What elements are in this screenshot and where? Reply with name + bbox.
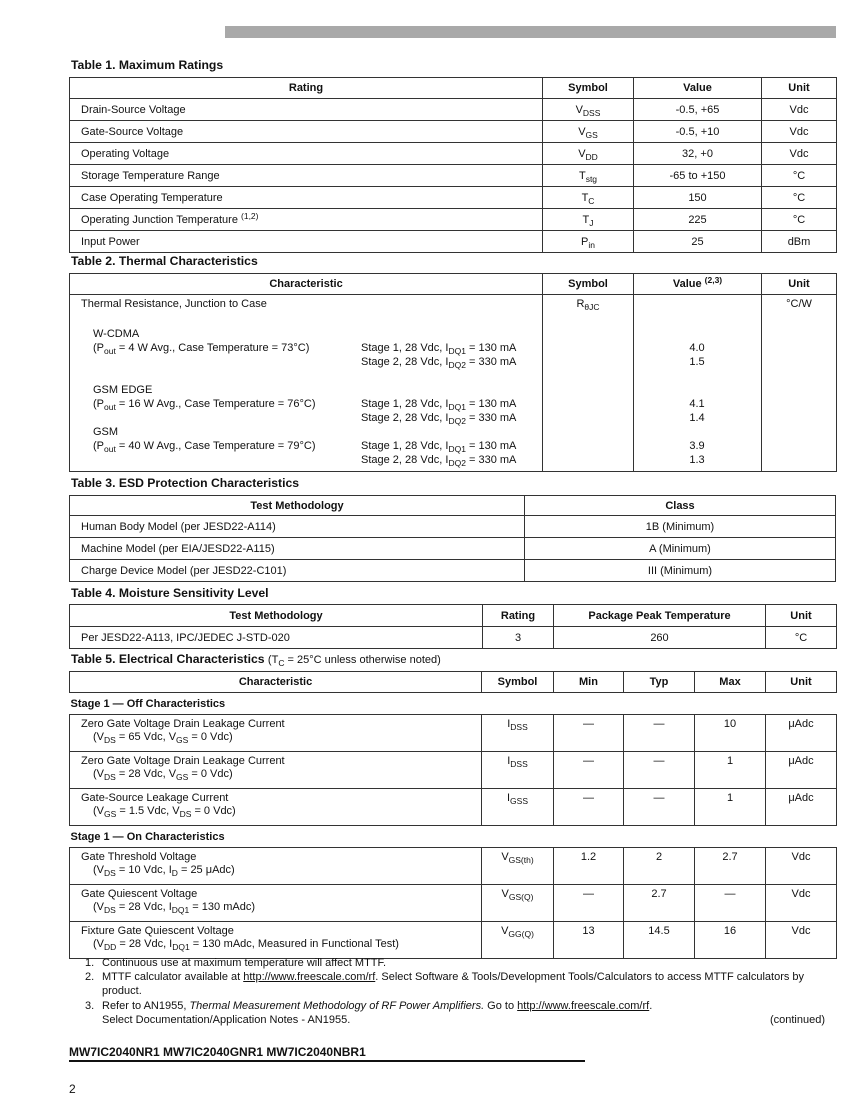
footnotes [85,956,825,1027]
col-header-symbol: Symbol [482,672,554,693]
rating-cell: 3 [483,627,554,649]
characteristic-cell: Gate-Source Leakage Current ($V_{GS} = 1.5$ Vdc, $V_{DS} = 0$ Vdc) [70,789,482,826]
max-cell: 10 [695,715,766,752]
stage-2-condition: Stage 2, 28 Vdc, $I_{DQ2} = 330$ mA [361,412,517,426]
col-header-characteristic: Characteristic [70,672,482,693]
class-cell: III (Minimum) [525,560,836,582]
unit-cell: °C [762,187,837,209]
table-row [70,231,837,253]
col-header-characteristic: Characteristic [70,274,543,295]
unit-cell: μAdc [766,789,837,826]
header-bar [225,26,836,38]
table-row [70,789,837,826]
thermal-stages-gsm [361,439,516,467]
table-row [70,209,837,231]
col-header-symbol: Symbol [543,78,634,99]
unit-cell: Vdc [766,848,837,885]
continued-label: (continued) [769,1013,825,1026]
footnote-1: 1. Continuous use at maximum temperature will affect MTTF. [85,957,387,969]
table-row [70,560,836,582]
max-cell: 16 [695,922,766,959]
symbol-cell: $I_{GSS}$ [482,789,554,826]
moisture-sensitivity-table [69,604,837,649]
value-stage-1: 3.9 [689,440,705,452]
max-cell: — [695,885,766,922]
value-stage-2: 1.3 [689,454,705,466]
rating-cell: Storage Temperature Range [70,165,543,187]
characteristic-cell: Fixture Gate Quiescent Voltage ($V_{DD} = 28$ Vdc, $I_{DQ1} = 130$ mAdc, Measured in Functional Test) [70,922,482,959]
min-cell: — [554,789,624,826]
freescale-rf-link[interactable]: http://www.freescale.com/rf [517,999,650,1012]
unit-cell: Vdc [762,99,837,121]
thermal-stages-gsm-edge [361,397,516,425]
value-cell: -0.5, +65 [634,99,762,121]
value-stage-1: 4.1 [689,398,705,410]
min-cell: 13 [554,922,624,959]
unit-cell: Vdc [762,121,837,143]
symbol-cell: $P_{in}$ [543,231,634,253]
stage-1-condition: Stage 1, 28 Vdc, $I_{DQ1} = 130$ mA [361,342,517,356]
table-row [70,99,837,121]
section-row [70,826,837,848]
table-5-title: Table 5. Electrical Characteristics ($T_C = 25^\circ C$ unless otherwise noted) [71,652,441,668]
electrical-characteristics-table [69,671,837,959]
stage-1-condition: Stage 1, 28 Vdc, $I_{DQ1} = 130$ mA [361,440,517,454]
maximum-ratings-table [69,77,837,253]
stage-2-condition: Stage 2, 28 Vdc, $I_{DQ2} = 330$ mA [361,356,517,370]
thermal-resistance-label: Thermal Resistance, Junction to Case [81,298,267,310]
thermal-values-wcdma [633,341,761,369]
value-cell: -0.5, +10 [634,121,762,143]
table-5-subtitle: ($T_C = 25^\circ C$ unless otherwise noted) [267,654,441,668]
symbol-cell: $R_{\theta JC}$ [543,295,634,472]
col-header-unit: Unit [766,605,837,627]
table-2-title: Table 2. Thermal Characteristics [71,254,258,268]
table-4-title: Table 4. Moisture Sensitivity Level [71,586,269,600]
characteristic-cell: Zero Gate Voltage Drain Leakage Current ($V_{DS} = 28$ Vdc, $V_{GS} = 0$ Vdc) [70,752,482,789]
table-row [70,715,837,752]
rating-cell: Gate-Source Voltage [70,121,543,143]
thermal-values-gsm [633,439,761,467]
typ-cell: 2.7 [624,885,695,922]
value-stage-2: 1.4 [689,412,705,424]
group-condition: ($P_{out} = 16$ W Avg., Case Temperature = 76°C) [93,398,316,412]
min-cell: 1.2 [554,848,624,885]
symbol-cell: $V_{GS(Q)}$ [482,885,554,922]
unit-cell: °C [766,627,837,649]
table-row [70,848,837,885]
table-row [70,627,837,649]
typ-cell: 2 [624,848,695,885]
col-header-test-methodology: Test Methodology [70,496,525,516]
symbol-cell: $V_{GG(Q)}$ [482,922,554,959]
temperature-cell: 260 [554,627,766,649]
symbol-cell: $V_{GS(th)}$ [482,848,554,885]
footnote-3: 3. Refer to AN1955, Thermal Measurement Methodology of RF Power Amplifiers. Go to http://www.freescale.com/rf. [85,999,653,1012]
col-header-unit: Unit [762,274,837,295]
section-off-characteristics: Stage 1 — Off Characteristics [70,693,837,715]
group-name: W-CDMA [93,328,140,340]
method-cell: Machine Model (per EIA/JESD22-A115) [70,538,525,560]
unit-cell: Vdc [762,143,837,165]
unit-cell: °C [762,165,837,187]
col-header-class: Class [525,496,836,516]
class-cell: A (Minimum) [525,538,836,560]
symbol-cell: $I_{DSS}$ [482,752,554,789]
value-cell: 150 [634,187,762,209]
unit-cell: Vdc [766,922,837,959]
symbol-cell: $V_{DSS}$ [543,99,634,121]
thermal-stages-wcdma [361,341,516,369]
page-number: 2 [69,1082,76,1096]
thermal-values-gsm-edge [633,397,761,425]
stage-1-condition: Stage 1, 28 Vdc, $I_{DQ1} = 130$ mA [361,398,517,412]
typ-cell: — [624,752,695,789]
value-cell: 25 [634,231,762,253]
symbol-cell: $V_{DD}$ [543,143,634,165]
group-condition: ($P_{out} = 4$ W Avg., Case Temperature = 73°C) [93,342,310,356]
stage-2-condition: Stage 2, 28 Vdc, $I_{DQ2} = 330$ mA [361,454,517,468]
typ-cell: 14.5 [624,922,695,959]
section-on-characteristics: Stage 1 — On Characteristics [70,826,837,848]
class-cell: 1B (Minimum) [525,516,836,538]
col-header-rating: Rating [70,78,543,99]
group-name: GSM EDGE [93,384,153,396]
footer-rule [69,1060,585,1062]
footnote-2: 2. MTTF calculator available at http://www.freescale.com/rf. Select Software & Tools/Development Tools/Calculators to access MTTF calculators by product. [85,971,805,998]
thermal-group-gsm-edge [93,383,315,411]
method-cell: Human Body Model (per JESD22-A114) [70,516,525,538]
rating-cell: Case Operating Temperature [70,187,543,209]
table-row [70,752,837,789]
group-condition: ($P_{out} = 40$ W Avg., Case Temperature = 79°C) [93,440,316,454]
typ-cell: — [624,789,695,826]
characteristic-cell: Zero Gate Voltage Drain Leakage Current ($V_{DS} = 65$ Vdc, $V_{GS} = 0$ Vdc) [70,715,482,752]
part-numbers: MW7IC2040NR1 MW7IC2040GNR1 MW7IC2040NBR1 [69,1045,366,1059]
col-header-max: Max [695,672,766,693]
value-cell: -65 to +150 [634,165,762,187]
rating-cell: Drain-Source Voltage [70,99,543,121]
col-header-min: Min [554,672,624,693]
max-cell: 2.7 [695,848,766,885]
unit-cell: dBm [762,231,837,253]
table-3-title: Table 3. ESD Protection Characteristics [71,476,300,490]
max-cell: 1 [695,752,766,789]
rating-cell: Input Power [70,231,543,253]
col-header-value: Value $^{(2,3)}$ [634,274,762,295]
method-cell: Per JESD22-A113, IPC/JEDEC J-STD-020 [70,627,483,649]
rating-cell: Operating Junction Temperature $^{(1,2)}$ [70,209,543,231]
table-row [70,538,836,560]
symbol-cell: $T_{stg}$ [543,165,634,187]
value-cell: 32, +0 [634,143,762,165]
symbol-cell: $I_{DSS}$ [482,715,554,752]
col-header-unit: Unit [762,78,837,99]
symbol-cell: $T_J$ [543,209,634,231]
table-row [70,922,837,959]
col-header-rating: Rating [483,605,554,627]
min-cell: — [554,885,624,922]
col-header-typ: Typ [624,672,695,693]
min-cell: — [554,715,624,752]
col-header-symbol: Symbol [543,274,634,295]
footnote-3-line-2: Select Documentation/Application Notes - AN1955. (continued) [102,1013,825,1026]
thermal-group-wcdma [93,327,309,355]
esd-protection-table [69,495,836,582]
col-header-unit: Unit [766,672,837,693]
rating-cell: Operating Voltage [70,143,543,165]
col-header-test-methodology: Test Methodology [70,605,483,627]
value-stage-2: 1.5 [689,356,705,368]
symbol-cell: $V_{GS}$ [543,121,634,143]
symbol-cell: $T_C$ [543,187,634,209]
table-row [70,885,837,922]
table-row [70,516,836,538]
table-row [70,143,837,165]
table-row [70,165,837,187]
min-cell: — [554,752,624,789]
max-cell: 1 [695,789,766,826]
value-stage-1: 4.0 [689,342,705,354]
freescale-rf-link[interactable]: http://www.freescale.com/rf [243,971,376,984]
unit-cell: Vdc [766,885,837,922]
unit-cell: °C/W [762,295,837,472]
unit-cell: °C [762,209,837,231]
table-1-title: Table 1. Maximum Ratings [71,58,224,72]
method-cell: Charge Device Model (per JESD22-C101) [70,560,525,582]
characteristic-cell: Gate Threshold Voltage ($V_{DS} = 10$ Vdc, $I_D = 25$ μAdc) [70,848,482,885]
group-name: GSM [93,426,119,438]
thermal-group-gsm [93,425,315,453]
typ-cell: — [624,715,695,752]
table-row [70,121,837,143]
table-row [70,187,837,209]
unit-cell: μAdc [766,715,837,752]
col-header-package-peak-temperature: Package Peak Temperature [554,605,766,627]
value-cell: 225 [634,209,762,231]
characteristic-cell: Gate Quiescent Voltage ($V_{DS} = 28$ Vdc, $I_{DQ1} = 130$ mAdc) [70,885,482,922]
unit-cell: μAdc [766,752,837,789]
col-header-value: Value [634,78,762,99]
section-row [70,693,837,715]
